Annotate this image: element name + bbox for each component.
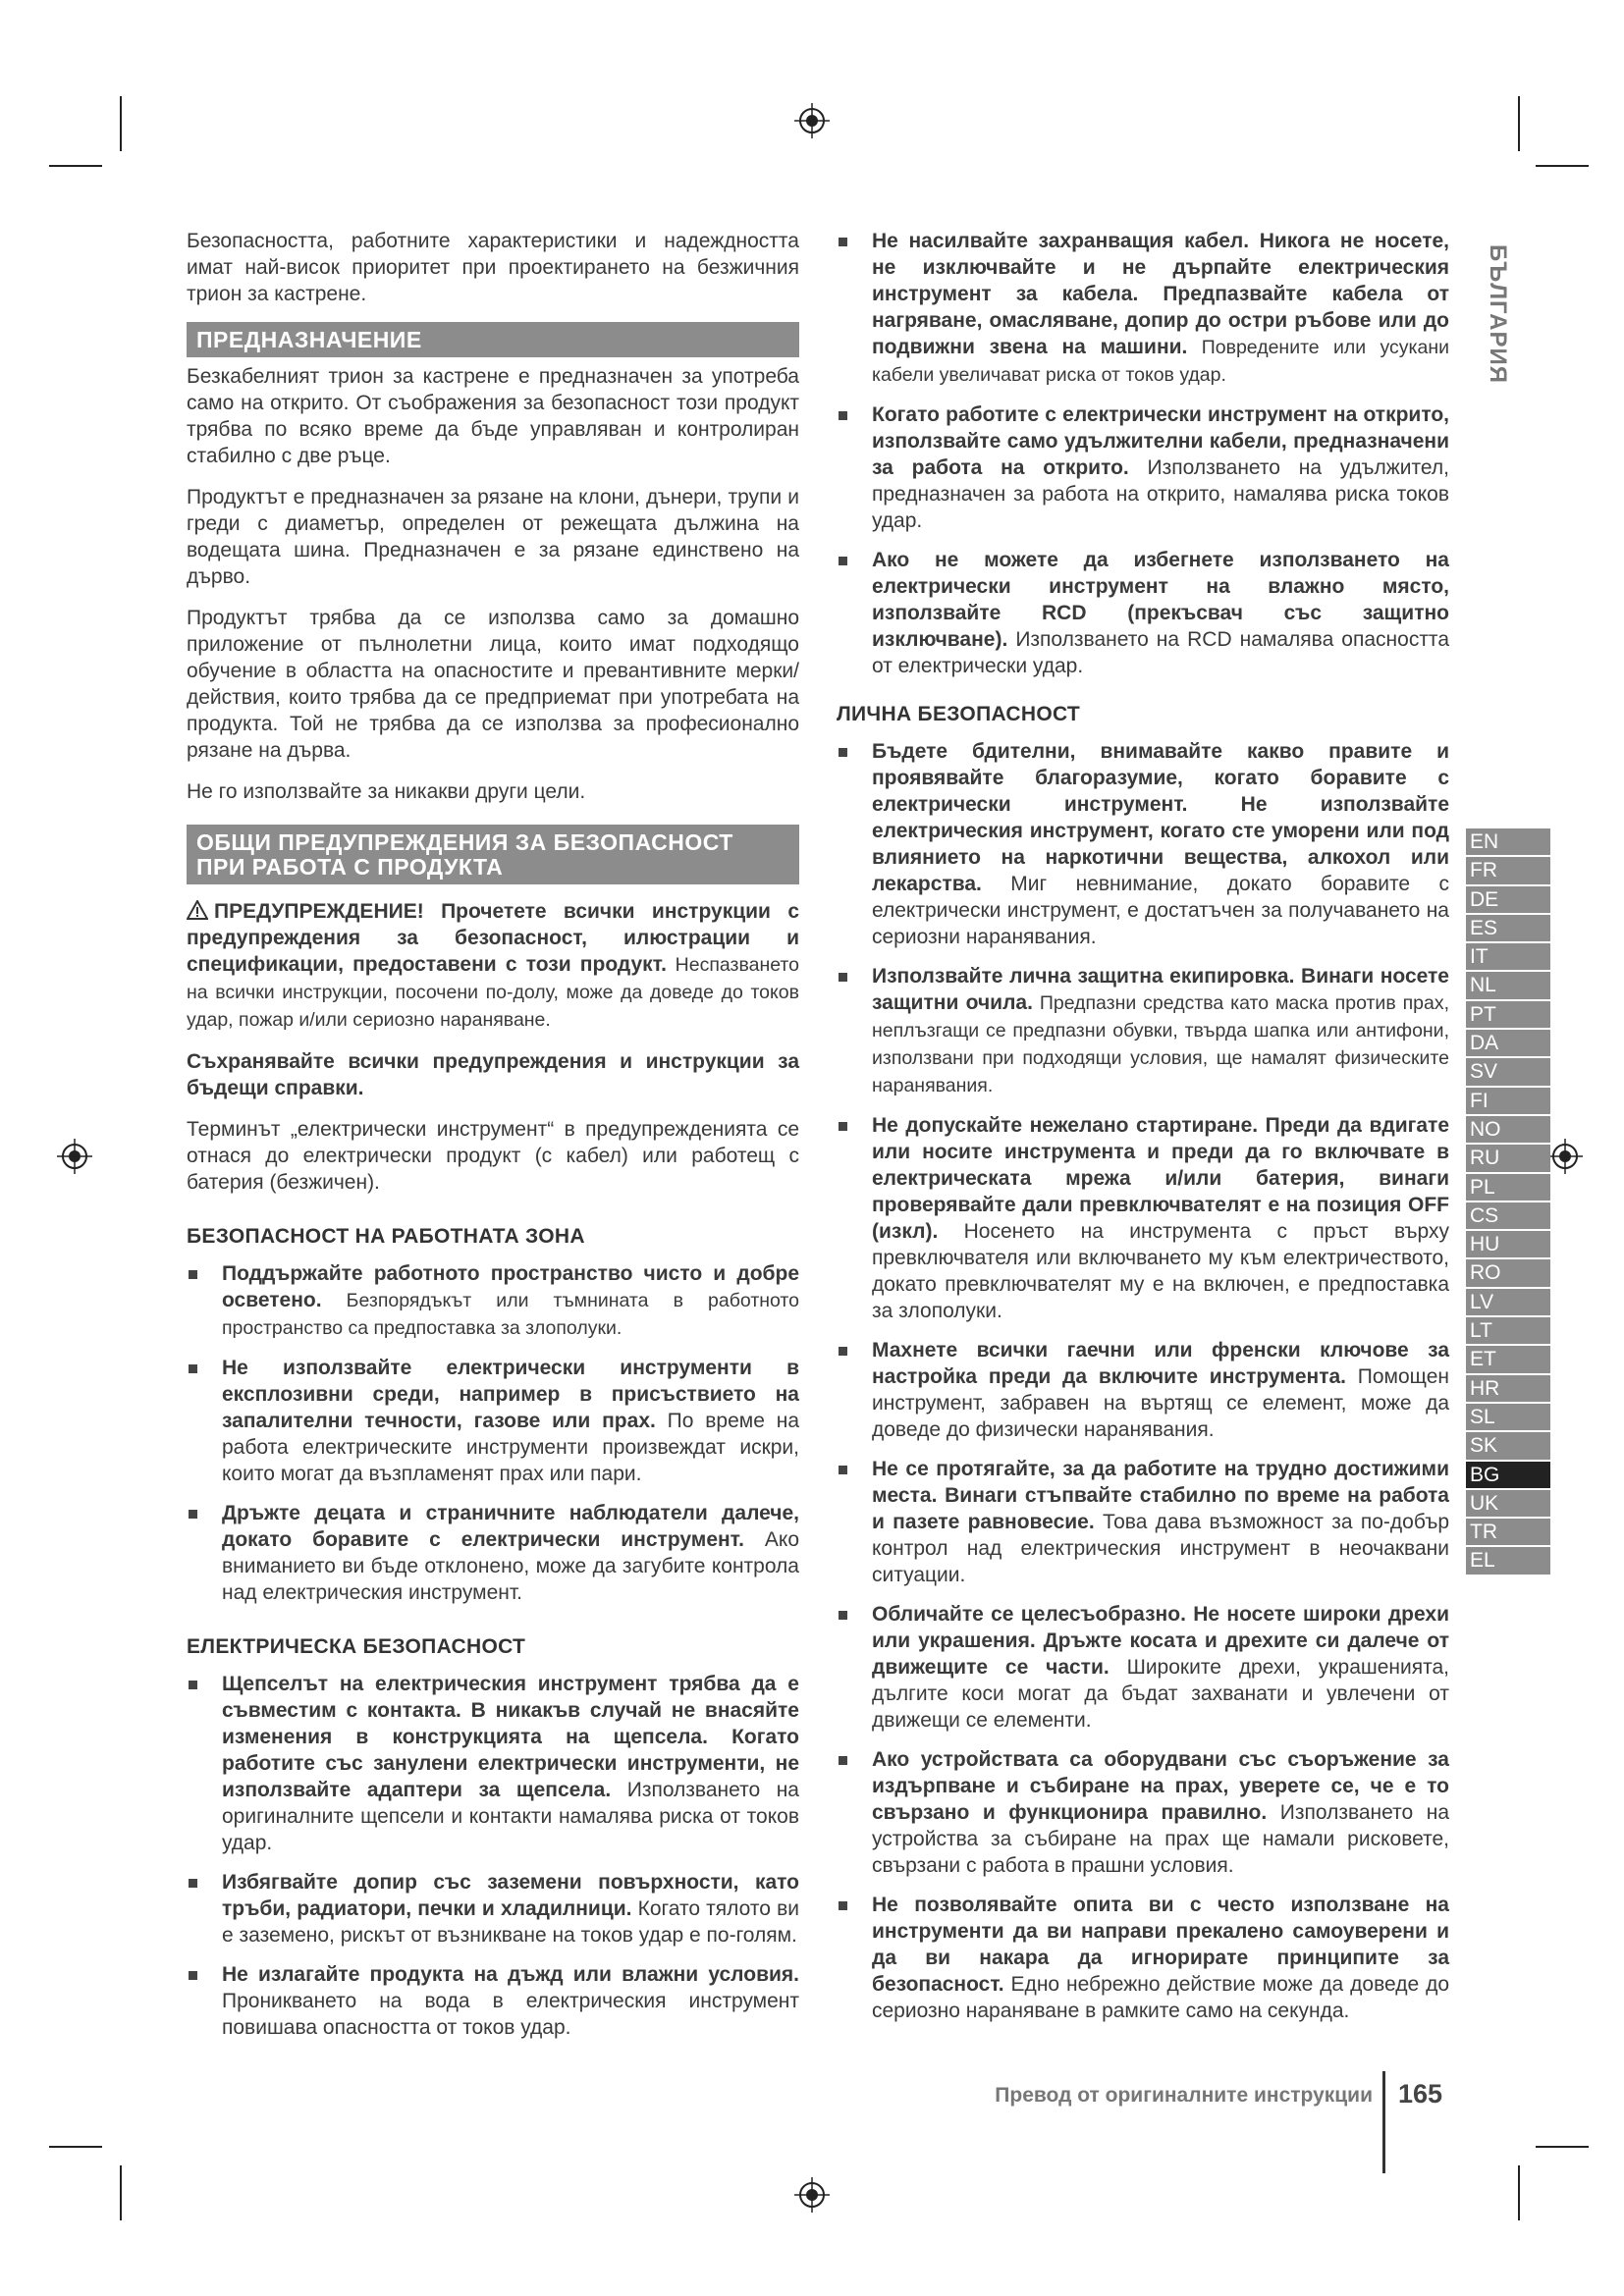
list-item-text: Това дава възможност за по-добър контрол над електрическия инструмент в неочаквани ситуации. <box>872 1511 1449 1586</box>
language-tab-fi[interactable]: FI <box>1466 1086 1550 1114</box>
warning-triangle-icon <box>187 900 208 920</box>
list-item-bold: Не излагайте продукта на дъжд или влажни условия. <box>222 1963 799 1986</box>
list-item <box>837 228 1449 389</box>
electrical-safety-list-continued <box>837 228 1449 679</box>
list-item-bold: Когато работите с електрически инструмент на открито, използвайте само удължителни кабели, предназначени за работа на открито. <box>872 403 1449 479</box>
language-tab-lv[interactable]: LV <box>1466 1287 1550 1315</box>
language-tab-el[interactable]: EL <box>1466 1545 1550 1574</box>
list-item-text: Едно небрежно действие може да доведе до сериозно нараняване в рамките само на секунда. <box>872 1973 1449 2022</box>
registration-mark-icon <box>1547 1139 1583 1174</box>
list-item <box>187 1355 799 1487</box>
list-item-bold: Не насилвайте захранващия кабел. Никога не носете, не изключвайте и не дърпайте електрическия инструмент за кабела. Предпазвайте кабела от нагряване, омасляване, допир до остри ръбове или до подвижни звена на машини. <box>872 230 1449 358</box>
list-item-bold: Дръжте децата и страничните наблюдатели далече, докато боравите с електрически инструмент. <box>222 1502 799 1551</box>
registration-mark-icon <box>57 1139 92 1174</box>
purpose-heading: ПРЕДНАЗНАЧЕНИЕ <box>187 322 799 357</box>
list-item <box>837 547 1449 679</box>
language-tab-es[interactable]: ES <box>1466 913 1550 941</box>
language-tab-da[interactable]: DA <box>1466 1028 1550 1056</box>
language-tab-pt[interactable]: PT <box>1466 999 1550 1028</box>
language-tab-sl[interactable]: SL <box>1466 1402 1550 1430</box>
list-item-bold: Не използвайте електрически инструменти в експлозивни среди, например в присъствието на запалителни течности, газове или прах. <box>222 1357 799 1432</box>
list-item-text: Безпорядъкът или тъмнината в работното пространство са предпоставка за злополуки. <box>222 1290 799 1339</box>
list-item-text: Носенето на инструмента с пръст върху превключвателя или включването му към електричеството, докато превключвателят му е на включен, е предпоставка за злополуки. <box>872 1220 1449 1322</box>
warning-bold-text: ПРЕДУПРЕЖДЕНИЕ! Прочетете всички инструкции с предупреждения за безопасност, илюстрации и спецификации, предоставени с този продукт. <box>187 900 799 976</box>
list-item-bold: Не позволявайте опита ви с често използване на инструменти да ви направи прекалено самоуверени и да ви накара да игнорирате принципите за безопасност. <box>872 1894 1449 1996</box>
list-item-bold: Не се протягайте, за да работите на трудно достижими места. Винаги стъпвайте стабилно по време на работа и пазете равновесие. <box>872 1458 1449 1533</box>
warning-paragraph <box>187 898 799 1034</box>
general-warnings-heading-line: ОБЩИ ПРЕДУПРЕЖДЕНИЯ ЗА БЕЗОПАСНОСТ <box>196 829 733 855</box>
list-item-bold: Махнете всички гаечни или френски ключове за настройка преди да включите инструмента. <box>872 1339 1449 1388</box>
list-item <box>187 1260 799 1342</box>
language-tab-fr[interactable]: FR <box>1466 855 1550 883</box>
list-item-text: Широките дрехи, украшенията, дългите коси могат да бъдат захванати и увлечени от движещи се елементи. <box>872 1656 1449 1732</box>
list-item-text: Използването на оригиналните щепсели и контакти намалява риска от токов удар. <box>222 1779 799 1854</box>
footer-divider <box>1382 2071 1385 2173</box>
list-item <box>837 1892 1449 2024</box>
list-item <box>837 401 1449 534</box>
purpose-paragraph: Продуктът е предназначен за рязане на клони, дънери, трупи и греди с диаметър, определен от режещата дължина на водещата шина. Предназначен е за рязане единствено на дърво. <box>187 486 799 588</box>
personal-safety-heading: ЛИЧНА БЕЗОПАСНОСТ <box>837 703 1081 725</box>
list-item-text: Помощен инструмент, забравен на въртящ се елемент, може да доведе до физически наранявания. <box>872 1365 1449 1441</box>
crop-mark <box>1536 165 1589 167</box>
list-item-text: Когато тялото ви е заземено, рискът от възникване на токов удар е по-голям. <box>222 1897 799 1947</box>
list-item <box>837 1456 1449 1588</box>
footer-text: Превод от оригиналните инструкции <box>995 2084 1373 2107</box>
intro-paragraph: Безопасността, работните характеристики и надеждността имат най-висок приоритет при проектирането на безжичния трион за кастрене. <box>187 230 799 305</box>
crop-mark <box>49 165 102 167</box>
warning-text: Неспазването на всички инструкции, посочени по-долу, може да доведе до токов удар, пожар и/или сериозно нараняване. <box>187 954 799 1031</box>
language-tab-uk[interactable]: UK <box>1466 1488 1550 1517</box>
list-item-text: По време на работа електрическите инструменти произвеждат искри, които могат да възпламенят прах или пари. <box>222 1410 800 1485</box>
language-tab-bg[interactable]: BG <box>1466 1460 1550 1488</box>
crop-mark <box>49 2146 102 2148</box>
work-area-heading: БЕЗОПАСНОСТ НА РАБОТНАТА ЗОНА <box>187 1225 585 1248</box>
list-item-bold: Ако устройствата са оборудвани със съоръжение за издърпване и събиране на прах, уверете се, че е то свързано и функционира правилно. <box>872 1748 1449 1824</box>
language-tab-ro[interactable]: RO <box>1466 1257 1550 1286</box>
list-item-text: Използването на удължител, предназначен за работа на открито, намалява риска токов удар. <box>872 456 1449 532</box>
list-item <box>187 1500 799 1606</box>
crop-mark <box>1518 96 1520 151</box>
list-item <box>837 738 1449 950</box>
list-item-text: Ако вниманието ви бъде отклонено, може да загубите контрола над електрическия инструмент. <box>222 1528 799 1604</box>
electrical-safety-heading: ЕЛЕКТРИЧЕСКА БЕЗОПАСНОСТ <box>187 1635 526 1658</box>
page-number: 165 <box>1398 2079 1443 2109</box>
list-item <box>837 1337 1449 1443</box>
list-item-bold: Не допускайте нежелано стартиране. Преди да вдигате или носите инструмента и преди да го включвате в електрическата мрежа и/или батерия, винаги проверявайте дали превключвателят е на позиция OFF (изкл). <box>872 1114 1449 1243</box>
electrical-safety-list <box>187 1671 799 2041</box>
language-tab-hr[interactable]: HR <box>1466 1373 1550 1402</box>
list-item <box>187 1961 799 2041</box>
list-item <box>837 1746 1449 1879</box>
language-tab-lt[interactable]: LT <box>1466 1315 1550 1344</box>
language-tab-cs[interactable]: CS <box>1466 1201 1550 1229</box>
list-item-bold: Обличайте се целесъобразно. Не носете широки дрехи или украшения. Дръжте косата и дрехите си далече от движещите се части. <box>872 1603 1449 1679</box>
list-item-text: Предпазни средства като маска против прах, неплъзгащи се предпазни обувки, твърда шапка или антифони, използвани при подходящи условия, ще намалят физическите наранявания. <box>872 992 1449 1096</box>
language-tab-it[interactable]: IT <box>1466 941 1550 970</box>
language-tab-ru[interactable]: RU <box>1466 1143 1550 1171</box>
language-tabs <box>1466 827 1550 1575</box>
language-tab-pl[interactable]: PL <box>1466 1172 1550 1201</box>
general-warnings-heading <box>187 825 799 884</box>
language-tab-en[interactable]: EN <box>1466 827 1550 855</box>
crop-mark <box>1518 2165 1520 2220</box>
list-item <box>187 1869 799 1949</box>
language-tab-nl[interactable]: NL <box>1466 970 1550 998</box>
language-tab-hu[interactable]: HU <box>1466 1229 1550 1257</box>
purpose-paragraph: Продуктът трябва да се използва само за домашно приложение от пълнолетни лица, които имат подходящо обучение в областта на опасностите и превантивните мерки/действия, които трябва да се предприемат при употребата на продукта. Той не трябва да се използва за професионално рязане на дърва. <box>187 607 799 762</box>
keep-instructions: Съхранявайте всички предупреждения и инструкции за бъдещи справки. <box>187 1050 799 1099</box>
right-column <box>837 228 1449 2037</box>
list-item <box>837 1112 1449 1324</box>
term-definition: Терминът „електрически инструмент“ в предупрежденията се отнася до електрически продукт (с кабел) или работещ с батерия (безжичен). <box>187 1118 799 1194</box>
language-tab-de[interactable]: DE <box>1466 884 1550 913</box>
list-item-bold: Бъдете бдителни, внимавайте какво правите и проявявайте благоразумие, когато боравите с електрически инструмент. Не използвайте електрическия инструмент, когато сте уморени или под влиянието на наркотични вещества, алкохол или лекарства. <box>872 740 1449 895</box>
list-item <box>837 963 1449 1099</box>
crop-mark <box>120 96 122 151</box>
list-item-text: Използването на устройства за събиране на прах ще намали рисковете, свързани с работа в прашни условия. <box>872 1801 1449 1877</box>
list-item-bold: Използвайте лична защитна екипировка. Винаги носете защитни очила. <box>872 965 1449 1014</box>
list-item <box>187 1671 799 1856</box>
personal-safety-list <box>837 738 1449 2024</box>
left-column <box>187 228 799 2054</box>
side-language-title <box>1483 232 1512 399</box>
list-item-bold: Поддържайте работното пространство чисто и добре осветено. <box>222 1262 799 1311</box>
language-tab-sv[interactable]: SV <box>1466 1056 1550 1085</box>
purpose-paragraph: Безкабелният трион за кастрене е предназначен за употреба само на открито. От съображения за безопасност този продукт трябва по всяко време да бъде управляван и контролиран стабилно с две ръце. <box>187 365 799 467</box>
crop-mark <box>1536 2146 1589 2148</box>
list-item-text: Миг невнимание, докато боравите с електрически инструмент, е достатъчен за получаването на сериозни наранявания. <box>872 873 1449 948</box>
list-item-text: Проникването на вода в електрическия инструмент повишава опасността от токов удар. <box>222 1990 799 2039</box>
language-tab-et[interactable]: ET <box>1466 1344 1550 1372</box>
list-item-bold: Избягвайте допир със заземени повърхности, като тръби, радиатори, печки и хладилници. <box>222 1871 799 1920</box>
registration-mark-icon <box>794 2177 830 2213</box>
side-language-title-text: БЪЛГАРИЯ <box>1485 244 1511 384</box>
list-item <box>837 1601 1449 1734</box>
list-item-text: Повредените или усукани кабели увеличават риска от токов удар. <box>872 337 1449 386</box>
list-item-bold: Ако не можете да избегнете използването на електрически инструмент на влажно място, използвайте RCD (прекъсвач със защитно изключване). <box>872 549 1449 651</box>
purpose-paragraph: Не го използвайте за никакви други цели. <box>187 780 586 803</box>
language-tab-sk[interactable]: SK <box>1466 1430 1550 1459</box>
list-item-bold: Щепселът на електрическия инструмент трябва да е съвместим с контакта. В никакъв случай не внасяйте изменения в конструкцията на щепсела. Когато работите със занулени електрически инструменти, не използвайте адаптери за щепсела. <box>222 1673 799 1801</box>
crop-mark <box>120 2165 122 2220</box>
work-area-list <box>187 1260 799 1606</box>
registration-mark-icon <box>794 103 830 138</box>
general-warnings-heading-line: ПРИ РАБОТА С ПРОДУКТА <box>196 854 504 880</box>
language-tab-tr[interactable]: TR <box>1466 1517 1550 1545</box>
list-item-text: Използването на RCD намалява опасността от електрически удар. <box>872 628 1449 677</box>
language-tab-no[interactable]: NO <box>1466 1114 1550 1143</box>
